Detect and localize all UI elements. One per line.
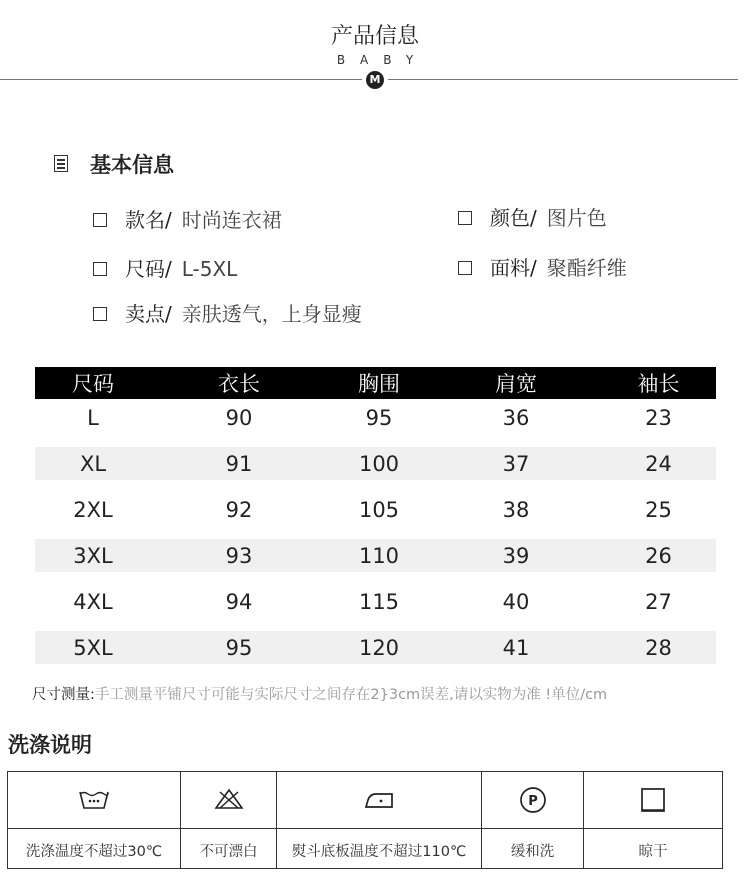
info-item-selling-point — [93, 298, 362, 327]
wash-instructions-table — [7, 771, 723, 869]
measurement-note — [32, 683, 607, 704]
line-dry-icon — [639, 786, 667, 814]
m-badge-icon: M — [366, 71, 384, 89]
table-cell: 25 — [645, 497, 672, 522]
table-row — [35, 585, 716, 618]
header-divider-left — [0, 79, 362, 80]
page-subtitle: BABY — [336, 53, 429, 67]
column-header: 肩宽 — [495, 372, 537, 396]
measurement-note-label: 尺寸测量: — [32, 687, 95, 703]
checkbox-icon — [93, 307, 107, 321]
column-header: 衣长 — [218, 372, 260, 396]
table-cell: 92 — [225, 497, 253, 522]
table-cell: 24 — [645, 451, 672, 476]
column-header: 尺码 — [72, 372, 114, 396]
dry-clean-p-icon — [518, 786, 548, 814]
wash-cell-dry — [584, 772, 722, 868]
table-row — [35, 447, 716, 480]
table-cell: 110 — [358, 543, 400, 568]
iron-icon — [362, 786, 396, 812]
header-divider-right — [388, 79, 738, 80]
info-value: 聚酯纤维 — [546, 256, 627, 280]
table-cell: 115 — [358, 589, 400, 614]
info-value: 时尚连衣裙 — [181, 208, 282, 232]
info-label: 尺码/ — [125, 257, 172, 281]
table-cell: 26 — [645, 543, 672, 568]
table-cell: 23 — [645, 405, 672, 430]
table-cell: 91 — [225, 451, 253, 476]
wash-label: 不可漂白 — [199, 844, 258, 860]
checkbox-icon — [458, 261, 472, 275]
table-cell: 5XL — [73, 635, 113, 660]
info-label: 颜色/ — [490, 206, 537, 230]
info-value: L-5XL — [181, 257, 238, 281]
table-cell: 100 — [358, 451, 400, 476]
info-item-size — [93, 253, 237, 282]
table-cell: 27 — [645, 589, 672, 614]
table-cell: 93 — [225, 543, 253, 568]
table-row — [35, 493, 716, 526]
table-cell: 41 — [502, 635, 530, 660]
table-cell: 90 — [225, 405, 253, 430]
table-cell: 105 — [358, 497, 400, 522]
table-cell: L — [87, 405, 99, 430]
checkbox-icon — [93, 262, 107, 276]
table-cell: 94 — [225, 589, 253, 614]
table-cell: 95 — [365, 405, 393, 430]
wash-label: 洗涤温度不超过30℃ — [25, 844, 163, 860]
info-value: 图片色 — [546, 206, 607, 230]
table-row — [35, 539, 716, 572]
wash-instructions-title: 洗涤说明 — [8, 733, 92, 757]
column-header: 胸围 — [358, 372, 400, 396]
info-label: 卖点/ — [125, 302, 172, 326]
table-header-row — [35, 367, 716, 399]
table-cell: 95 — [225, 635, 253, 660]
table-cell: 2XL — [73, 497, 113, 522]
info-label: 面料/ — [490, 256, 537, 280]
wash-cell-iron — [277, 772, 482, 868]
table-cell: 3XL — [73, 543, 113, 568]
wash-cell-dryclean — [482, 772, 584, 868]
info-item-color — [458, 202, 607, 231]
table-cell: 4XL — [73, 589, 113, 614]
page-title: 产品信息 — [330, 24, 419, 49]
table-row — [35, 631, 716, 664]
info-value: 亲肤透气，上身显瘦 — [181, 302, 362, 326]
wash-30-icon — [78, 786, 110, 812]
column-header: 袖长 — [637, 372, 680, 396]
wash-cell-temperature — [8, 772, 181, 868]
measurement-note-text: 手工测量平铺尺寸可能与实际尺寸之间存在2}3cm误差,请以实物为准 !单位/cm — [94, 687, 608, 703]
info-item-fabric — [458, 252, 627, 281]
table-cell: 38 — [502, 497, 530, 522]
table-row — [35, 401, 716, 434]
table-cell: XL — [79, 451, 107, 476]
wash-cell-bleach — [181, 772, 277, 868]
document-icon — [54, 155, 68, 172]
wash-label: 缓和洗 — [510, 844, 555, 860]
table-cell: 39 — [502, 543, 530, 568]
table-cell: 40 — [502, 589, 530, 614]
checkbox-icon — [93, 213, 107, 227]
size-table — [35, 367, 716, 677]
table-cell: 36 — [502, 405, 530, 430]
no-bleach-icon — [213, 786, 245, 812]
info-item-style-name — [93, 204, 282, 233]
wash-label: 晾干 — [638, 844, 668, 860]
checkbox-icon — [458, 211, 472, 225]
table-cell: 28 — [645, 635, 672, 660]
info-label: 款名/ — [125, 208, 172, 232]
svg-text:P: P — [527, 794, 538, 809]
table-cell: 120 — [358, 635, 400, 660]
basic-info-title: 基本信息 — [90, 153, 174, 177]
table-cell: 37 — [502, 451, 530, 476]
wash-label: 熨斗底板温度不超过110℃ — [291, 844, 467, 860]
